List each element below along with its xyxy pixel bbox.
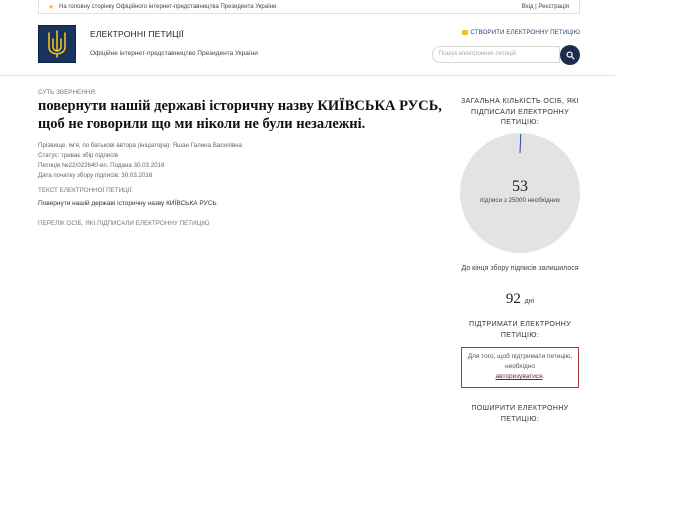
- auth-separator: |: [533, 4, 539, 10]
- search-input[interactable]: Пошук електронних петицій: [432, 46, 560, 63]
- days-left-value: 92: [505, 291, 521, 307]
- days-unit: дні: [524, 298, 535, 305]
- search-icon: [566, 51, 575, 60]
- start-date-line: Дата початку збору підписів: 30.03.2016: [38, 172, 153, 179]
- share-heading: ПОШИРИТИ ЕЛЕКТРОННУ ПЕТИЦІЮ:: [471, 405, 569, 423]
- auth-prompt: Для того, щоб підтримати петицію, необхідно: [467, 353, 573, 370]
- signatures-count: 53: [512, 178, 528, 195]
- auth-suffix: .: [542, 373, 545, 380]
- petition-text: Повернути нашій державі історичну назву КИЇВСЬКА РУСЬ: [38, 200, 217, 207]
- create-petition-link[interactable]: [462, 29, 580, 36]
- search-button[interactable]: [560, 45, 580, 65]
- petition-title: повернути нашій державі історичну назву КИЇВСЬКА РУСЬ, щоб не говорили що ми ніколи не були незалежні.: [38, 98, 442, 132]
- trident-emblem-icon[interactable]: [38, 25, 76, 63]
- folder-icon: [462, 30, 468, 35]
- petition-meta: [38, 141, 242, 181]
- auth-links: [522, 4, 569, 10]
- remaining-label: До кінця збору підписів залишилося: [461, 265, 579, 272]
- author-line: Прізвище, ім'я, по батькові автора (ініціатора): Яшан Галина Василівна: [38, 142, 242, 149]
- header-divider: [0, 75, 615, 76]
- petition-text-label: ТЕКСТ ЕЛЕКТРОННОЇ ПЕТИЦІЇ:: [38, 187, 134, 194]
- signers-list-link[interactable]: ПЕРЕЛІК ОСІБ, ЯКІ ПІДПИСАЛИ ЕЛЕКТРОННУ ПЕТИЦІЮ: [38, 220, 210, 227]
- site-title[interactable]: ЕЛЕКТРОННІ ПЕТИЦІЇ: [90, 29, 184, 39]
- authorize-link[interactable]: авторизуватися: [495, 373, 543, 380]
- register-link[interactable]: Реєстрація: [538, 4, 569, 10]
- total-signatures-heading: ЗАГАЛЬНА КІЛЬКІСТЬ ОСІБ, ЯКІ ПІДПИСАЛИ ЕЛЕКТРОННУ ПЕТИЦІЮ:: [461, 98, 579, 126]
- login-link[interactable]: Вхід: [521, 4, 534, 10]
- status-line: Статус: триває збір підписів: [38, 152, 119, 159]
- petition-number-line: Петиція №22/022640-еп. Подана 30.03.2016: [38, 162, 165, 169]
- subject-label: СУТЬ ЗВЕРНЕННЯ:: [38, 89, 97, 96]
- auth-required-box: [461, 347, 579, 388]
- signatures-note: підписи з 25000 необхідних: [480, 197, 560, 204]
- create-petition-label: СТВОРИТИ ЕЛЕКТРОННУ ПЕТИЦІЮ: [470, 29, 580, 36]
- home-link[interactable]: На головну сторінку Офіційного інтернет-представництва Президента України: [59, 4, 277, 10]
- star-icon: ★: [48, 4, 55, 11]
- top-bar: [38, 0, 580, 14]
- support-heading: ПІДТРИМАТИ ЕЛЕКТРОННУ ПЕТИЦІЮ:: [468, 321, 572, 339]
- site-subtitle: Офіційне інтернет-представництво Президента України: [90, 50, 258, 57]
- days-remaining: [460, 291, 580, 308]
